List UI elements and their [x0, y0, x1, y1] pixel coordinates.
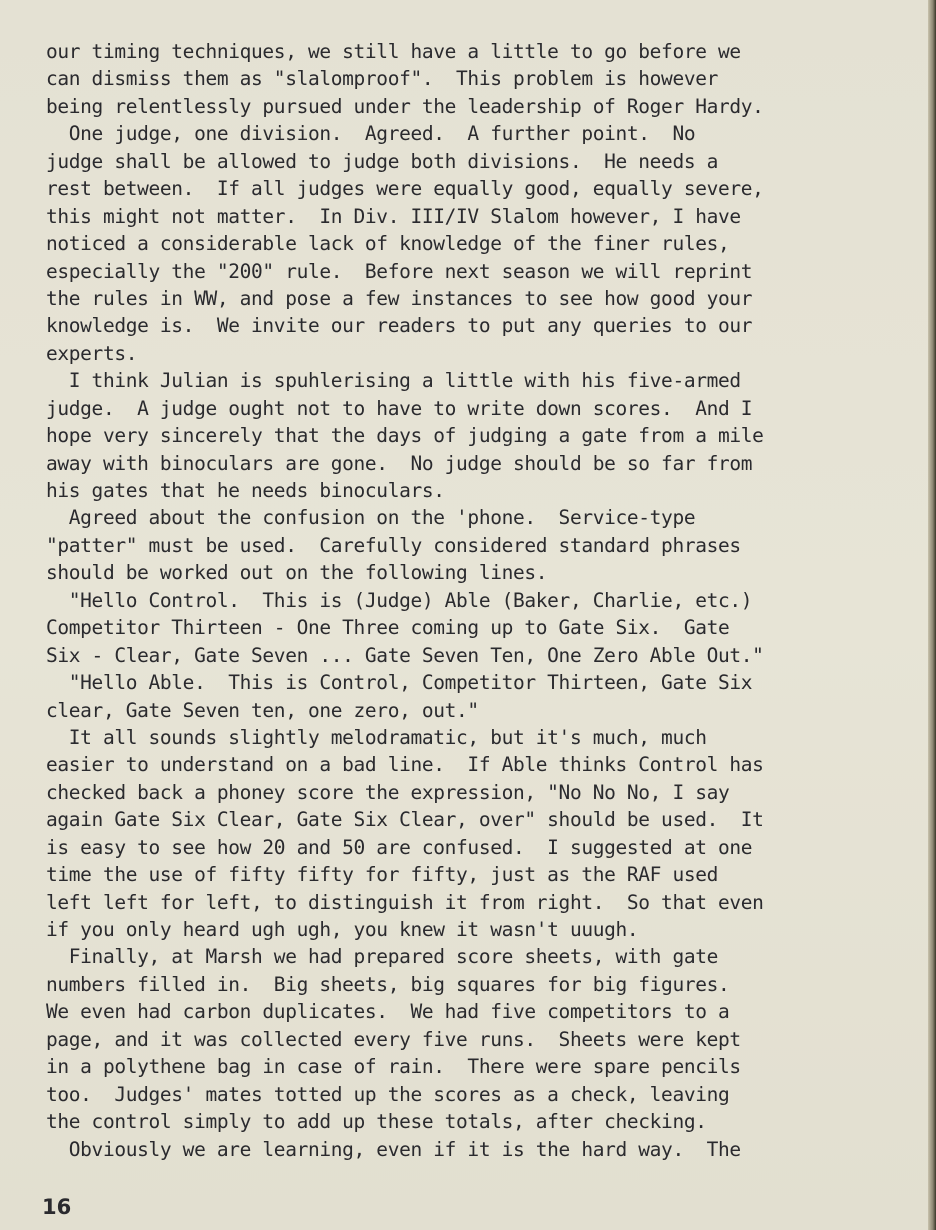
text-line: can dismiss them as "slalomproof". This problem is however	[46, 67, 719, 91]
text-line: judge. A judge ought not to have to write down scores. And I	[46, 396, 753, 420]
text-line: this might not matter. In Div. III/IV Slalom however, I have	[46, 204, 741, 228]
text-line: "Hello Control. This is (Judge) Able (Baker, Charlie, etc.)	[46, 588, 753, 612]
text-line: too. Judges' mates totted up the scores as a check, leaving	[46, 1082, 730, 1106]
text-line: again Gate Six Clear, Gate Six Clear, over" should be used. It	[46, 808, 764, 832]
text-line: left left for left, to distinguish it from right. So that even	[46, 890, 764, 914]
text-line: if you only heard ugh ugh, you knew it wasn't uuugh.	[46, 918, 639, 941]
text-line: Competitor Thirteen - One Three coming up to Gate Six. Gate	[46, 616, 730, 640]
text-line: being relentlessly pursued under the leadership of Roger Hardy.	[46, 94, 764, 118]
text-line: experts.	[46, 341, 138, 365]
text-line: Obviously we are learning, even if it is the hard way. The	[46, 1137, 741, 1161]
binding-edge	[928, 0, 936, 1230]
text-line: "Hello Able. This is Control, Competitor Thirteen, Gate Six	[46, 671, 753, 695]
text-line: noticed a considerable lack of knowledge of the finer rules,	[46, 232, 730, 256]
text-line: especially the "200" rule. Before next season we will reprint	[46, 259, 753, 283]
text-line: We even had carbon duplicates. We had five competitors to a	[46, 1000, 730, 1024]
text-line: the control simply to add up these totals, after checking.	[46, 1110, 707, 1134]
text-line: Six - Clear, Gate Seven ... Gate Seven Ten, One Zero Able Out."	[46, 643, 764, 667]
text-line: in a polythene bag in case of rain. There were spare pencils	[46, 1055, 741, 1079]
text-line: judge shall be allowed to judge both divisions. He needs a	[46, 149, 719, 173]
text-line: the rules in WW, and pose a few instances to see how good your	[46, 286, 753, 310]
text-line: page, and it was collected every five runs. Sheets were kept	[46, 1027, 741, 1051]
text-line: "patter" must be used. Carefully considered standard phrases	[46, 533, 741, 557]
text-line: his gates that he needs binoculars.	[46, 479, 445, 502]
text-line: hope very sincerely that the days of judging a gate from a mile	[46, 424, 764, 448]
text-line: I think Julian is spuhlerising a little with his five-armed	[46, 369, 741, 393]
text-line: checked back a phoney score the expression, "No No No, I say	[46, 780, 730, 804]
page-number: 16	[42, 1195, 72, 1219]
text-line: Finally, at Marsh we had prepared score sheets, with gate	[46, 945, 719, 969]
body-text	[46, 38, 916, 1163]
text-line: away with binoculars are gone. No judge should be so far from	[46, 451, 753, 475]
text-line: time the use of fifty fifty for fifty, just as the RAF used	[46, 863, 719, 887]
text-line: easier to understand on a bad line. If Able thinks Control has	[46, 753, 764, 777]
text-line: clear, Gate Seven ten, one zero, out."	[46, 698, 479, 722]
text-line: knowledge is. We invite our readers to put any queries to our	[46, 314, 753, 338]
text-line: should be worked out on the following lines.	[46, 561, 548, 585]
text-line: numbers filled in. Big sheets, big squares for big figures.	[46, 972, 730, 996]
text-line: Agreed about the confusion on the 'phone. Service-type	[46, 506, 696, 530]
text-line: our timing techniques, we still have a little to go before we	[46, 40, 741, 63]
text-line: It all sounds slightly melodramatic, but it's much, much	[46, 725, 707, 749]
text-line: One judge, one division. Agreed. A further point. No	[46, 122, 696, 146]
text-line: is easy to see how 20 and 50 are confused. I suggested at one	[46, 835, 753, 859]
text-line: rest between. If all judges were equally good, equally severe,	[46, 177, 764, 201]
